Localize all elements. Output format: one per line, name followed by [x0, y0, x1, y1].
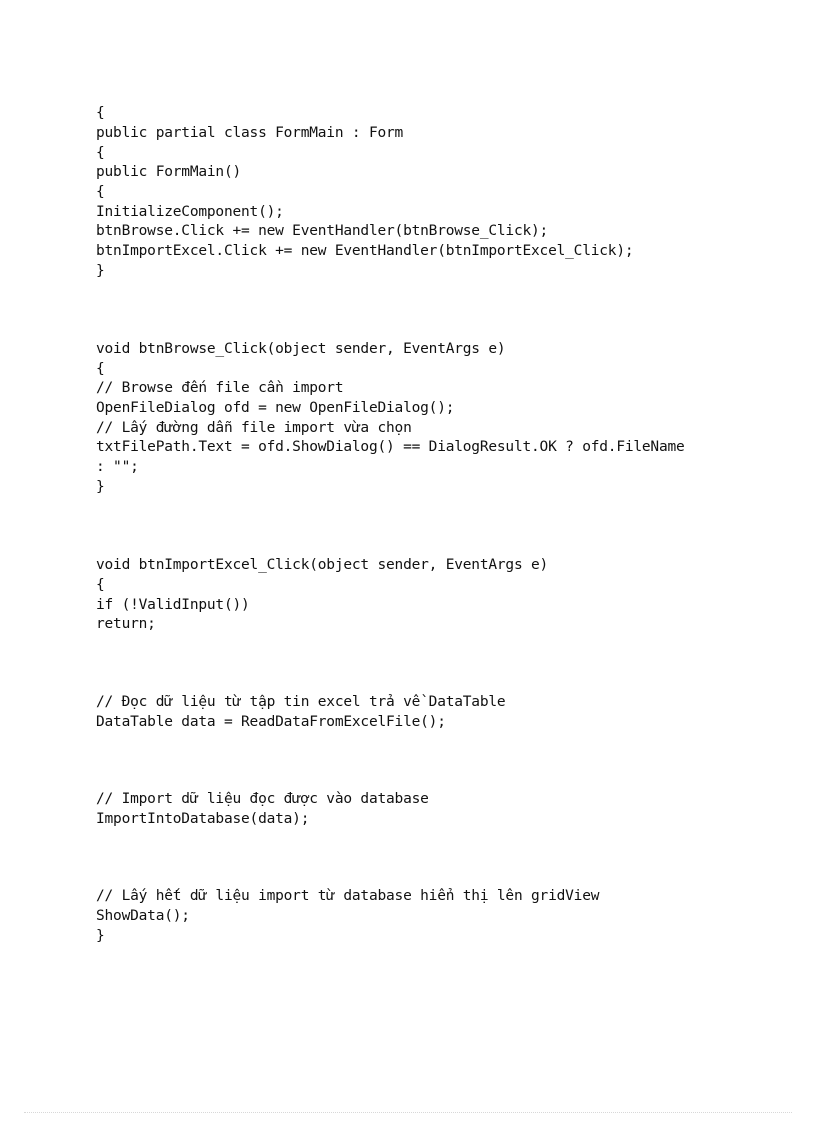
code-line: txtFilePath.Text = ofd.ShowDialog() == DialogResult.OK ? ofd.FileName [96, 439, 685, 455]
code-comment-line: // Lấy đường dẫn file import vừa chọn [96, 420, 412, 436]
code-line: : ""; [96, 459, 139, 475]
code-line: { [96, 105, 105, 121]
code-line: { [96, 577, 105, 593]
code-line: } [96, 263, 105, 279]
code-line: { [96, 184, 105, 200]
code-line: InitializeComponent(); [96, 204, 284, 220]
code-comment-line: // Browse đến file cần import [96, 380, 344, 396]
code-comment-line: // Lấy hết dữ liệu import từ database hiển thị lên gridView [96, 888, 600, 904]
code-line: public FormMain() [96, 164, 242, 180]
code-line: public partial class FormMain : Form [96, 125, 404, 141]
code-line: void btnBrowse_Click(object sender, EventArgs e) [96, 341, 506, 357]
code-line: ShowData(); [96, 908, 190, 924]
code-line: btnImportExcel.Click += new EventHandler(btnImportExcel_Click); [96, 243, 634, 259]
code-line: void btnImportExcel_Click(object sender, EventArgs e) [96, 557, 549, 573]
code-line: btnBrowse.Click += new EventHandler(btnBrowse_Click); [96, 223, 549, 239]
code-line: if (!ValidInput()) [96, 597, 250, 613]
code-comment-line: // Import dữ liệu đọc được vào database [96, 791, 429, 807]
code-line: } [96, 479, 105, 495]
code-line: { [96, 145, 105, 161]
code-line: { [96, 361, 105, 377]
code-comment-line: // Đọc dữ liệu từ tập tin excel trả về DataTable [96, 694, 506, 710]
code-line: return; [96, 616, 156, 632]
code-line: DataTable data = ReadDataFromExcelFile(); [96, 714, 446, 730]
code-line: } [96, 928, 105, 944]
page-bottom-divider [24, 1112, 792, 1113]
code-line: OpenFileDialog ofd = new OpenFileDialog(); [96, 400, 455, 416]
code-line: ImportIntoDatabase(data); [96, 811, 310, 827]
